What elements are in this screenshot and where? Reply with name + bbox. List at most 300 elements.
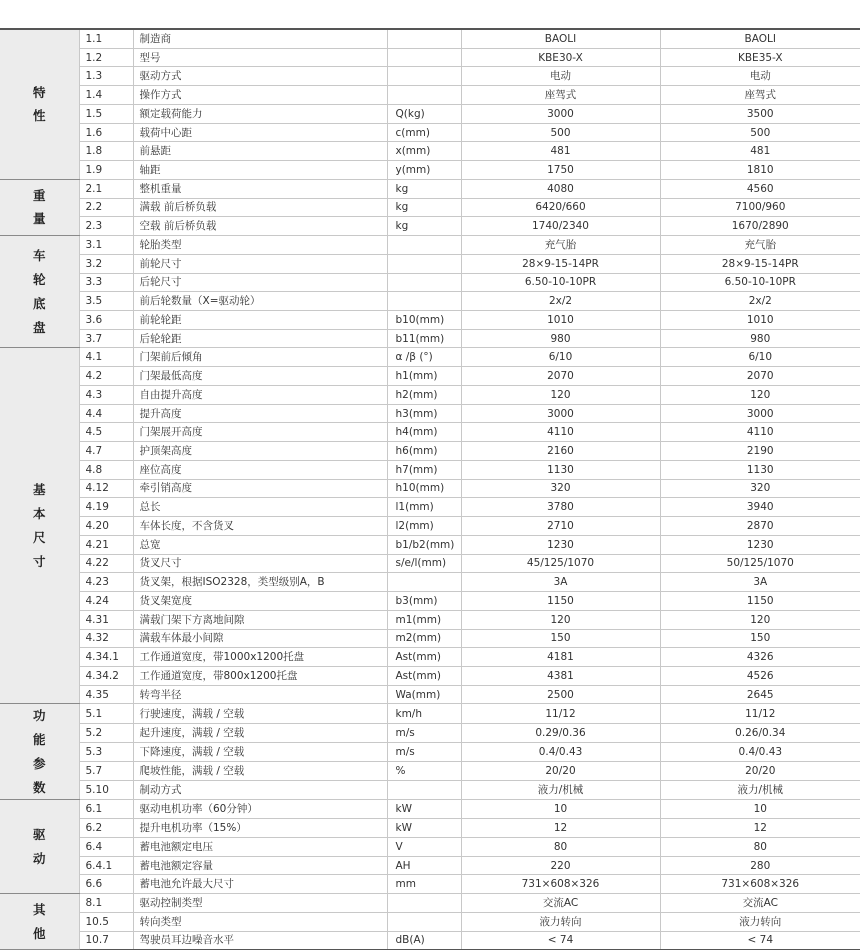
item-number: 5.3 [79,742,133,761]
value-kbe35: 6.50-10-10PR [660,273,860,292]
value-kbe30: 220 [461,856,660,875]
item-number: 4.32 [79,629,133,648]
table-row [0,198,860,217]
value-kbe30: 120 [461,610,660,629]
item-unit: mm [387,875,461,894]
value-kbe35: 4526 [660,666,860,685]
item-name: 轴距 [133,161,387,180]
item-name: 总宽 [133,535,387,554]
value-kbe30: 3000 [461,404,660,423]
item-number: 3.1 [79,236,133,255]
table-row [0,535,860,554]
item-name: 下降速度，满载 / 空载 [133,742,387,761]
value-kbe30: BAOLI [461,29,660,48]
item-number: 6.2 [79,819,133,838]
value-kbe30: 4080 [461,179,660,198]
item-unit [387,86,461,105]
item-unit: km/h [387,704,461,723]
item-number: 1.5 [79,104,133,123]
value-kbe30: 液力/机械 [461,781,660,800]
item-number: 4.7 [79,442,133,461]
item-unit: Ast(mm) [387,648,461,667]
item-unit: kW [387,800,461,819]
category-char: 量 [32,211,46,227]
item-name: 整机重量 [133,179,387,198]
item-unit [387,48,461,67]
item-name: 满载门架下方离地间隙 [133,610,387,629]
table-row [0,723,860,742]
value-kbe30: 20/20 [461,762,660,781]
value-kbe30: 150 [461,629,660,648]
item-unit [387,29,461,48]
table-row [0,931,860,950]
table-row [0,592,860,611]
item-name: 门架前后倾角 [133,348,387,367]
item-unit: V [387,837,461,856]
item-unit: h3(mm) [387,404,461,423]
item-number: 4.5 [79,423,133,442]
table-row [0,479,860,498]
item-unit: m2(mm) [387,629,461,648]
value-kbe35: 500 [660,123,860,142]
value-kbe30: 3000 [461,104,660,123]
item-name: 前后轮数量（X=驱动轮） [133,292,387,311]
item-unit: m/s [387,723,461,742]
value-kbe35: KBE35-X [660,48,860,67]
item-unit: kg [387,179,461,198]
value-kbe30: 320 [461,479,660,498]
item-number: 4.35 [79,685,133,704]
value-kbe35: 7100/960 [660,198,860,217]
item-number: 4.22 [79,554,133,573]
item-name: 座位高度 [133,460,387,479]
item-number: 3.5 [79,292,133,311]
item-name: 额定载荷能力 [133,104,387,123]
table-row [0,498,860,517]
value-kbe35: 50/125/1070 [660,554,860,573]
value-kbe35: 液力转向 [660,912,860,931]
item-unit: kW [387,819,461,838]
item-number: 4.23 [79,573,133,592]
item-unit: kg [387,198,461,217]
item-unit: m/s [387,742,461,761]
item-unit: c(mm) [387,123,461,142]
item-number: 4.1 [79,348,133,367]
item-name: 蓄电池额定容量 [133,856,387,875]
spec-table [0,28,860,950]
value-kbe35: 4560 [660,179,860,198]
category-char: 参 [32,755,46,771]
item-name: 货叉架，根据ISO2328，类型级别A，B [133,573,387,592]
item-unit [387,781,461,800]
item-unit: AH [387,856,461,875]
item-unit: h7(mm) [387,460,461,479]
value-kbe30: 11/12 [461,704,660,723]
value-kbe30: 120 [461,385,660,404]
item-name: 驾驶员耳边噪音水平 [133,931,387,950]
value-kbe30: 4110 [461,423,660,442]
value-kbe35: 液力/机械 [660,781,860,800]
value-kbe35: 3A [660,573,860,592]
value-kbe35: 1150 [660,592,860,611]
item-name: 提升电机功率（15%） [133,819,387,838]
item-number: 4.20 [79,517,133,536]
value-kbe30: 10 [461,800,660,819]
value-kbe35: 980 [660,329,860,348]
item-unit: l1(mm) [387,498,461,517]
value-kbe30: < 74 [461,931,660,950]
item-name: 后轮尺寸 [133,273,387,292]
item-unit: Wa(mm) [387,685,461,704]
item-name: 空载 前后桥负载 [133,217,387,236]
value-kbe30: 3780 [461,498,660,517]
item-name: 制动方式 [133,781,387,800]
item-number: 1.2 [79,48,133,67]
item-name: 转向类型 [133,912,387,931]
item-name: 起升速度，满载 / 空载 [133,723,387,742]
table-row [0,29,860,48]
category-char: 驱 [32,827,46,843]
value-kbe30: 481 [461,142,660,161]
item-unit [387,894,461,913]
item-name: 爬坡性能，满载 / 空载 [133,762,387,781]
value-kbe30: 6420/660 [461,198,660,217]
table-row [0,179,860,198]
item-unit: s/e/l(mm) [387,554,461,573]
category-char: 底 [32,295,46,311]
table-row [0,517,860,536]
item-number: 1.8 [79,142,133,161]
item-unit: b11(mm) [387,329,461,348]
item-unit: y(mm) [387,161,461,180]
category-cell [0,704,79,800]
table-row [0,762,860,781]
item-unit [387,273,461,292]
table-row [0,554,860,573]
item-name: 驱动控制类型 [133,894,387,913]
category-char: 寸 [32,553,46,569]
item-name: 工作通道宽度，带1000x1200托盘 [133,648,387,667]
value-kbe35: 80 [660,837,860,856]
item-number: 2.1 [79,179,133,198]
item-number: 4.34.1 [79,648,133,667]
table-row [0,666,860,685]
value-kbe30: 1150 [461,592,660,611]
item-name: 门架最低高度 [133,367,387,386]
value-kbe30: 4181 [461,648,660,667]
value-kbe35: 交流AC [660,894,860,913]
item-unit [387,236,461,255]
value-kbe30: 0.29/0.36 [461,723,660,742]
item-number: 1.1 [79,29,133,48]
value-kbe30: 980 [461,329,660,348]
category-cell [0,179,79,235]
table-row [0,104,860,123]
item-number: 1.4 [79,86,133,105]
value-kbe35: 3500 [660,104,860,123]
item-name: 操作方式 [133,86,387,105]
category-cell [0,29,79,179]
value-kbe35: 150 [660,629,860,648]
table-row [0,86,860,105]
value-kbe35: < 74 [660,931,860,950]
category-cell [0,348,79,704]
value-kbe30: 3A [461,573,660,592]
item-unit: Ast(mm) [387,666,461,685]
table-row [0,704,860,723]
item-number: 4.34.2 [79,666,133,685]
item-unit: m1(mm) [387,610,461,629]
value-kbe35: 电动 [660,67,860,86]
category-char: 重 [32,187,46,203]
table-row [0,329,860,348]
value-kbe35: 2870 [660,517,860,536]
item-number: 1.6 [79,123,133,142]
item-name: 工作通道宽度，带800x1200托盘 [133,666,387,685]
value-kbe35: 1230 [660,535,860,554]
value-kbe30: 6.50-10-10PR [461,273,660,292]
item-number: 1.9 [79,161,133,180]
value-kbe30: 731×608×326 [461,875,660,894]
item-number: 3.7 [79,329,133,348]
item-name: 前悬距 [133,142,387,161]
item-number: 3.3 [79,273,133,292]
category-cell [0,236,79,348]
value-kbe30: 2500 [461,685,660,704]
value-kbe30: 0.4/0.43 [461,742,660,761]
item-unit: l2(mm) [387,517,461,536]
table-row [0,856,860,875]
table-row [0,648,860,667]
value-kbe35: 0.26/0.34 [660,723,860,742]
value-kbe35: 2x/2 [660,292,860,311]
item-number: 4.12 [79,479,133,498]
category-char: 功 [32,708,46,724]
item-number: 4.21 [79,535,133,554]
item-number: 4.8 [79,460,133,479]
value-kbe35: 20/20 [660,762,860,781]
table-row [0,273,860,292]
item-unit: b1/b2(mm) [387,535,461,554]
item-name: 货叉架宽度 [133,592,387,611]
table-row [0,685,860,704]
table-row [0,123,860,142]
table-row [0,819,860,838]
table-row [0,629,860,648]
item-name: 蓄电池额定电压 [133,837,387,856]
item-number: 4.31 [79,610,133,629]
value-kbe35: 1010 [660,311,860,330]
item-unit: h4(mm) [387,423,461,442]
table-row [0,800,860,819]
value-kbe35: 0.4/0.43 [660,742,860,761]
category-char: 数 [32,779,46,795]
item-name: 轮胎类型 [133,236,387,255]
value-kbe30: 1750 [461,161,660,180]
table-row [0,161,860,180]
category-char: 特 [32,84,46,100]
item-name: 前轮轮距 [133,311,387,330]
item-number: 10.7 [79,931,133,950]
item-unit [387,912,461,931]
table-row [0,894,860,913]
item-unit [387,292,461,311]
table-row [0,48,860,67]
table-row [0,573,860,592]
category-char: 本 [32,506,46,522]
value-kbe35: 1810 [660,161,860,180]
value-kbe30: 2x/2 [461,292,660,311]
item-number: 5.7 [79,762,133,781]
value-kbe35: 28×9-15-14PR [660,254,860,273]
item-number: 3.6 [79,311,133,330]
item-name: 牵引销高度 [133,479,387,498]
value-kbe30: 6/10 [461,348,660,367]
item-unit: Q(kg) [387,104,461,123]
item-unit: h6(mm) [387,442,461,461]
item-number: 5.1 [79,704,133,723]
category-char: 轮 [32,272,46,288]
item-number: 6.4 [79,837,133,856]
value-kbe35: 充气胎 [660,236,860,255]
item-name: 满载 前后桥负载 [133,198,387,217]
item-number: 1.3 [79,67,133,86]
category-char: 基 [32,482,46,498]
table-row [0,404,860,423]
table-row [0,875,860,894]
value-kbe35: 12 [660,819,860,838]
category-cell [0,800,79,894]
value-kbe30: 1230 [461,535,660,554]
item-unit: dB(A) [387,931,461,950]
value-kbe30: 12 [461,819,660,838]
item-unit: kg [387,217,461,236]
item-name: 后轮轮距 [133,329,387,348]
table-row [0,442,860,461]
table-row [0,912,860,931]
value-kbe35: 2645 [660,685,860,704]
value-kbe35: 4110 [660,423,860,442]
value-kbe35: BAOLI [660,29,860,48]
item-unit [387,67,461,86]
value-kbe30: 45/125/1070 [461,554,660,573]
item-number: 4.2 [79,367,133,386]
category-char: 动 [32,850,46,866]
category-char: 其 [32,901,46,917]
item-number: 3.2 [79,254,133,273]
table-row [0,292,860,311]
value-kbe35: 3940 [660,498,860,517]
table-row [0,311,860,330]
value-kbe35: 10 [660,800,860,819]
item-number: 8.1 [79,894,133,913]
table-row [0,217,860,236]
value-kbe35: 11/12 [660,704,860,723]
value-kbe30: 1010 [461,311,660,330]
table-row [0,385,860,404]
item-number: 10.5 [79,912,133,931]
item-unit: α /β (°) [387,348,461,367]
value-kbe35: 320 [660,479,860,498]
item-number: 4.3 [79,385,133,404]
item-name: 车体长度，不含货叉 [133,517,387,536]
value-kbe30: 充气胎 [461,236,660,255]
value-kbe30: 交流AC [461,894,660,913]
category-char: 盘 [32,319,46,335]
table-row [0,67,860,86]
value-kbe35: 120 [660,610,860,629]
item-name: 驱动方式 [133,67,387,86]
item-name: 转弯半径 [133,685,387,704]
item-name: 制造商 [133,29,387,48]
item-name: 门架展开高度 [133,423,387,442]
item-number: 4.19 [79,498,133,517]
item-unit [387,254,461,273]
table-row [0,254,860,273]
category-char: 能 [32,732,46,748]
item-name: 满载车体最小间隙 [133,629,387,648]
value-kbe30: 液力转向 [461,912,660,931]
category-char: 他 [32,925,46,941]
item-name: 载荷中心距 [133,123,387,142]
item-unit: b3(mm) [387,592,461,611]
table-row [0,367,860,386]
item-name: 驱动电机功率（60分钟） [133,800,387,819]
table-row [0,423,860,442]
value-kbe35: 2070 [660,367,860,386]
value-kbe30: 电动 [461,67,660,86]
item-name: 护顶架高度 [133,442,387,461]
item-unit: h2(mm) [387,385,461,404]
value-kbe30: 80 [461,837,660,856]
value-kbe35: 120 [660,385,860,404]
item-unit: h1(mm) [387,367,461,386]
value-kbe30: KBE30-X [461,48,660,67]
value-kbe30: 2160 [461,442,660,461]
item-name: 蓄电池允许最大尺寸 [133,875,387,894]
table-row [0,348,860,367]
item-unit: % [387,762,461,781]
item-name: 前轮尺寸 [133,254,387,273]
item-unit: b10(mm) [387,311,461,330]
value-kbe35: 280 [660,856,860,875]
value-kbe30: 28×9-15-14PR [461,254,660,273]
item-name: 行驶速度，满载 / 空载 [133,704,387,723]
value-kbe30: 500 [461,123,660,142]
item-name: 型号 [133,48,387,67]
table-row [0,460,860,479]
value-kbe35: 6/10 [660,348,860,367]
category-cell [0,894,79,950]
value-kbe35: 731×608×326 [660,875,860,894]
value-kbe30: 座驾式 [461,86,660,105]
value-kbe35: 481 [660,142,860,161]
item-number: 5.10 [79,781,133,800]
item-name: 总长 [133,498,387,517]
item-number: 2.2 [79,198,133,217]
item-number: 6.6 [79,875,133,894]
item-number: 2.3 [79,217,133,236]
table-row [0,236,860,255]
item-unit [387,573,461,592]
value-kbe35: 3000 [660,404,860,423]
item-unit: h10(mm) [387,479,461,498]
table-row [0,837,860,856]
category-char: 性 [32,108,46,124]
value-kbe30: 2710 [461,517,660,536]
table-row [0,142,860,161]
item-number: 6.4.1 [79,856,133,875]
